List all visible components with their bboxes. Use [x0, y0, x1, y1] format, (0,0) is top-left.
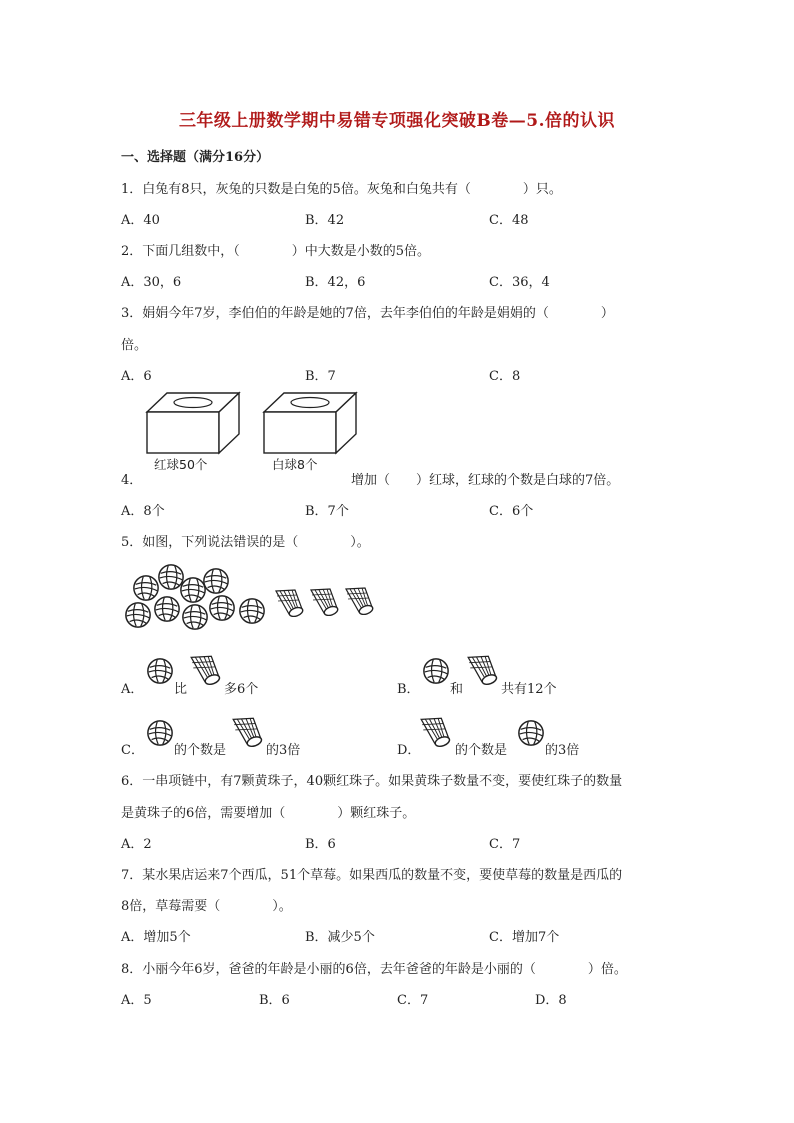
volleyball-icon: [208, 594, 236, 622]
q4-option-b[interactable]: B．7个: [305, 504, 349, 519]
question-3: 3．娟娟今年7岁，李伯伯的年龄是她的7倍，去年李伯伯的年龄是娟娟的（ ）: [121, 306, 614, 321]
q8-option-c[interactable]: C．7: [397, 993, 429, 1008]
question-3-cont: 倍。: [121, 338, 148, 353]
volleyball-icon: [238, 597, 266, 625]
q6-option-a[interactable]: A．2: [121, 837, 152, 852]
shuttlecock-icon: [465, 652, 501, 686]
question-7-cont: 8倍，草莓需要（ ）。: [121, 899, 292, 914]
q5-b-word1: 和: [450, 682, 464, 697]
page-title: 三年级上册数学期中易错专项强化突破B卷—5.倍的认识: [178, 111, 616, 131]
q5-c-word1: 的个数是: [174, 743, 227, 758]
volleyball-icon: [422, 656, 450, 686]
volleyball-icon: [181, 603, 209, 631]
q5-b-word2: 共有12个: [501, 682, 557, 697]
q5-option-d[interactable]: [397, 739, 420, 758]
q5-c-word2: 的3倍: [266, 743, 301, 758]
q5-d-label: D．: [397, 743, 421, 758]
question-4: 增加（ ）红球，红球的个数是白球的7倍。: [351, 473, 620, 488]
q2-option-b[interactable]: B．42，6: [305, 275, 366, 290]
question-8: 8．小丽今年6岁，爸爸的年龄是小丽的6倍，去年爸爸的年龄是小丽的（ ）倍。: [121, 962, 627, 977]
q5-option-c[interactable]: [121, 739, 144, 758]
q5-a-label: A．: [121, 682, 144, 697]
q4-option-a[interactable]: A．8个: [121, 504, 165, 519]
volleyball-icon: [153, 595, 181, 623]
q5-option-b[interactable]: [397, 678, 420, 697]
q5-a-word2: 多6个: [224, 682, 259, 697]
q1-option-b[interactable]: B．42: [305, 213, 345, 228]
volleyball-icon: [179, 576, 207, 604]
question-7: 7．某水果店运来7个西瓜，51个草莓。如果西瓜的数量不变，要使草莓的数量是西瓜的: [121, 868, 623, 883]
q5-a-word1: 比: [174, 682, 188, 697]
volleyball-icon: [517, 718, 545, 748]
q2-option-c[interactable]: C．36，4: [489, 275, 550, 290]
q7-option-a[interactable]: A．增加5个: [121, 930, 191, 945]
shuttlecock-icon: [188, 652, 224, 686]
question-4-number: 4．: [121, 473, 143, 488]
q8-option-b[interactable]: B．6: [259, 993, 290, 1008]
question-2: 2．下面几组数中，（ ）中大数是小数的5倍。: [121, 244, 431, 259]
question-1: 1．白兔有8只，灰兔的只数是白兔的5倍。灰兔和白兔共有（ ）只。: [121, 182, 562, 197]
q8-option-d[interactable]: D．8: [535, 993, 567, 1008]
q2-option-a[interactable]: A．30，6: [121, 275, 182, 290]
shuttlecock-icon: [230, 714, 266, 748]
q1-option-c[interactable]: C．48: [489, 213, 529, 228]
q5-option-a[interactable]: [121, 678, 143, 697]
q7-option-b[interactable]: B．减少5个: [305, 930, 375, 945]
shuttlecock-icon: [308, 586, 342, 616]
q5-d-word2: 的3倍: [545, 743, 580, 758]
q5-b-label: B．: [397, 682, 420, 697]
open-box-icon: [263, 392, 357, 454]
volleyball-icon: [124, 601, 152, 629]
section-heading: 一、选择题（满分16分）: [121, 150, 270, 165]
question-6: 6．一串项链中，有7颗黄珠子，40颗红珠子。如果黄珠子数量不变，要使红珠子的数量: [121, 774, 623, 789]
q5-d-word1: 的个数是: [455, 743, 508, 758]
q6-option-c[interactable]: C．7: [489, 837, 521, 852]
q3-option-a[interactable]: A．6: [121, 369, 152, 384]
volleyball-icon: [146, 718, 174, 748]
box-label-red: 红球50个: [154, 457, 208, 472]
shuttlecock-icon: [343, 585, 377, 615]
box-label-white: 白球8个: [272, 457, 318, 472]
open-box-icon: [146, 392, 240, 454]
q7-option-c[interactable]: C．增加7个: [489, 930, 560, 945]
q3-option-b[interactable]: B．7: [305, 369, 336, 384]
q8-option-a[interactable]: A．5: [121, 993, 152, 1008]
q3-option-c[interactable]: C．8: [489, 369, 521, 384]
q5-c-label: C．: [121, 743, 144, 758]
q1-option-a[interactable]: A．40: [121, 213, 160, 228]
q4-option-c[interactable]: C．6个: [489, 504, 534, 519]
q6-option-b[interactable]: B．6: [305, 837, 336, 852]
volleyball-icon: [146, 656, 174, 686]
question-5: 5．如图，下列说法错误的是（ ）。: [121, 535, 370, 550]
question-6-cont: 是黄珠子的6倍，需要增加（ ）颗红珠子。: [121, 806, 416, 821]
shuttlecock-icon: [273, 587, 307, 617]
shuttlecock-icon: [418, 714, 454, 748]
